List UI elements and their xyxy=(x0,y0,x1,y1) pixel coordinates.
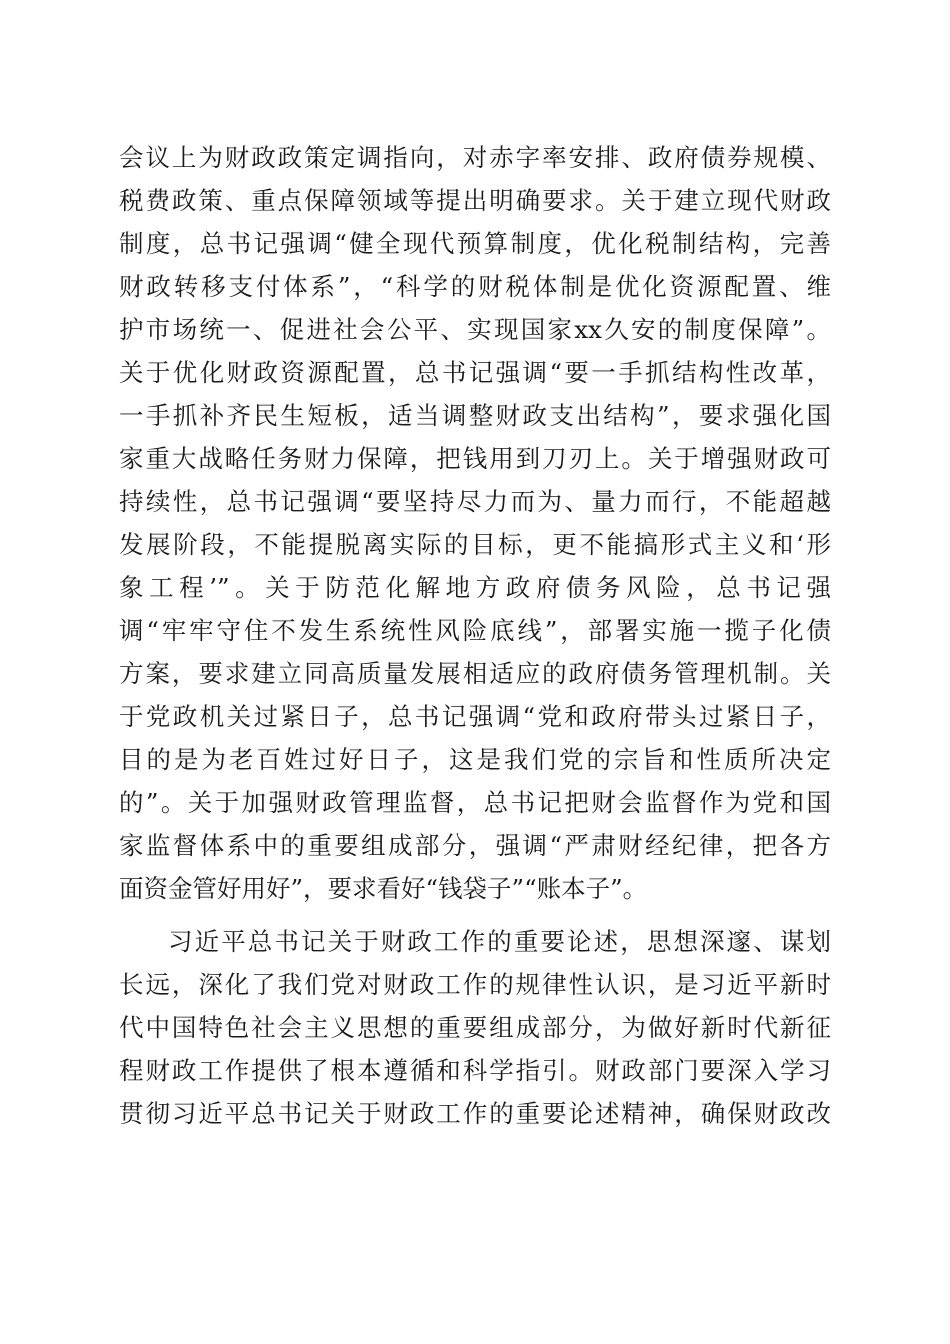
text-line: 护市场统一、促进社会公平、实现国家xx久安的制度保障”。 xyxy=(119,315,831,344)
text-line: 长远，深化了我们党对财政工作的规律性认识，是习近平新时 xyxy=(119,970,831,999)
text-line: 会议上为财政政策定调指向，对赤字率安排、政府债券规模、 xyxy=(119,143,831,172)
text-line: 关于优化财政资源配置，总书记强调“要一手抓结构性改革， xyxy=(119,358,831,387)
text-line: 持续性，总书记强调“要坚持尽力而为、量力而行，不能超越 xyxy=(119,487,831,516)
text-line: 的”。关于加强财政管理监督，总书记把财会监督作为党和国 xyxy=(119,788,831,817)
text-line: 方案，要求建立同高质量发展相适应的政府债务管理机制。关 xyxy=(119,659,831,688)
text-line: 目的是为老百姓过好日子，这是我们党的宗旨和性质所决定 xyxy=(119,745,831,774)
text-line: 贯彻习近平总书记关于财政工作的重要论述精神，确保财政改 xyxy=(119,1099,831,1128)
text-line: 象工程’”。关于防范化解地方政府债务风险，总书记强 xyxy=(119,573,831,602)
paragraph-first-line: 习近平总书记关于财政工作的重要论述，思想深邃、谋划 xyxy=(168,927,831,956)
text-line: 税费政策、重点保障领域等提出明确要求。关于建立现代财政 xyxy=(119,186,831,215)
text-line: 发展阶段，不能提脱离实际的目标，更不能搞形式主义和‘形 xyxy=(119,530,831,559)
text-line: 家重大战略任务财力保障，把钱用到刀刃上。关于增强财政可 xyxy=(119,444,831,473)
text-line: 面资金管好用好”，要求看好“钱袋子”“账本子”。 xyxy=(119,874,648,903)
text-line: 调“牢牢守住不发生系统性风险底线”，部署实施一揽子化债 xyxy=(119,616,831,645)
text-line: 财政转移支付体系”，“科学的财税体制是优化资源配置、维 xyxy=(119,272,831,301)
text-line: 一手抓补齐民生短板，适当调整财政支出结构”，要求强化国 xyxy=(119,401,831,430)
text-line: 制度，总书记强调“健全现代预算制度，优化税制结构，完善 xyxy=(119,229,831,258)
text-line: 于党政机关过紧日子，总书记强调“党和政府带头过紧日子， xyxy=(119,702,831,731)
text-line: 代中国特色社会主义思想的重要组成部分，为做好新时代新征 xyxy=(119,1013,831,1042)
text-line: 家监督体系中的重要组成部分，强调“严肃财经纪律，把各方 xyxy=(119,831,831,860)
text-line: 程财政工作提供了根本遵循和科学指引。财政部门要深入学习 xyxy=(119,1056,831,1085)
